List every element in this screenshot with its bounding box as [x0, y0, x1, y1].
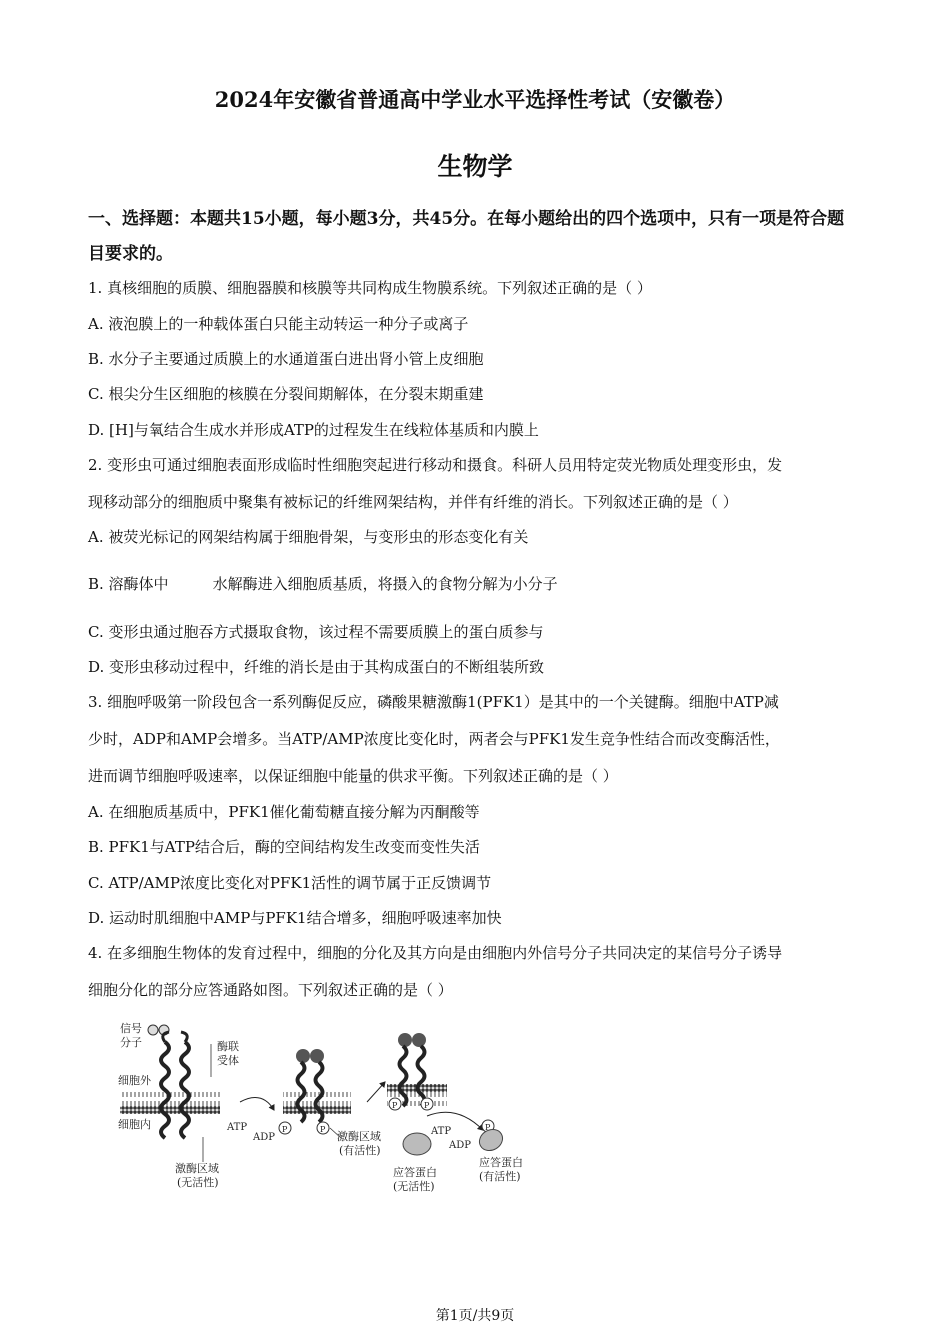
response-protein-inactive	[403, 1133, 431, 1155]
page-footer: 第1页/共9页	[435, 1308, 515, 1324]
q3-option-d: D. 运动时肌细胞中AMP与PFK1结合增多，细胞呼吸速率加快	[88, 909, 502, 927]
label-adp-2: ADP	[449, 1140, 471, 1151]
q2-option-a: A. 被荧光标记的网架结构属于细胞骨架，与变形虫的形态变化有关	[88, 528, 529, 546]
q3-option-a: A. 在细胞质基质中，PFK1催化葡萄糖直接分解为丙酮酸等	[88, 803, 480, 821]
q4-stem-line2: 细胞分化的部分应答通路如图。下列叙述正确的是（ ）	[88, 981, 453, 999]
label-atp-1: ATP	[227, 1122, 248, 1133]
label-kinase-inactive-2: (无活性)	[177, 1176, 219, 1189]
q2-stem-line2: 现移动部分的细胞质中聚集有被标记的纤维网架结构，并伴有纤维的消长。下列叙述正确的是（ ）	[88, 493, 738, 511]
bound-signal	[296, 1049, 310, 1063]
label-phosphate: P	[282, 1125, 288, 1134]
q1-option-c: C. 根尖分生区细胞的核膜在分裂间期解体，在分裂末期重建	[88, 385, 484, 403]
label-atp-2: ATP	[431, 1126, 452, 1137]
q3-stem-line3: 进而调节细胞呼吸速率，以保证细胞中能量的供求平衡。下列叙述正确的是（ ）	[88, 767, 618, 785]
q1-option-a: A. 液泡膜上的一种载体蛋白只能主动转运一种分子或离子	[88, 315, 469, 333]
q3-stem-line1: 3. 细胞呼吸第一阶段包含一系列酶促反应，磷酸果糖激酶1(PFK1）是其中的一个关键酶。细胞中ATP减	[88, 693, 779, 711]
q1-option-b: B. 水分子主要通过质膜上的水通道蛋白进出肾小管上皮细胞	[88, 350, 484, 368]
response-protein-active	[476, 1125, 507, 1154]
label-outside: 细胞外	[118, 1074, 151, 1087]
label-signal-1: 信号	[120, 1022, 142, 1035]
receptor-chain	[161, 1042, 169, 1138]
label-phosphate: P	[320, 1125, 326, 1134]
label-kinase-active-1: 激酶区域	[337, 1130, 381, 1143]
signal-pathway-diagram	[105, 1022, 535, 1202]
q2-option-b	[88, 574, 558, 594]
bound-signal	[412, 1033, 426, 1047]
label-phosphate: P	[424, 1101, 430, 1110]
label-kinase-active-2: (有活性)	[339, 1144, 381, 1157]
subject-title: 生物学	[437, 152, 513, 181]
label-signal-2: 分子	[120, 1036, 142, 1049]
q2-option-d: D. 变形虫移动过程中，纤维的消长是由于其构成蛋白的不断组装所致	[88, 658, 545, 676]
label-response-inactive-1: 应答蛋白	[393, 1166, 437, 1179]
bound-signal	[398, 1033, 412, 1047]
q1-option-d: D. [H]与氧结合生成水并形成ATP的过程发生在线粒体基质和内膜上	[88, 421, 539, 439]
exam-title: 2024年安徽省普通高中学业水平选择性考试（安徽卷）	[214, 87, 736, 112]
label-adp-1: ADP	[253, 1132, 275, 1143]
q2-option-c: C. 变形虫通过胞吞方式摄取食物，该过程不需要质膜上的蛋白质参与	[88, 623, 544, 641]
signal-molecule-dot	[148, 1025, 158, 1035]
label-kinase-inactive-1: 激酶区域	[175, 1162, 219, 1175]
bound-signal	[310, 1049, 324, 1063]
label-inside: 细胞内	[118, 1118, 151, 1131]
label-phosphate: P	[485, 1123, 491, 1132]
q3-stem-line2: 少时，ADP和AMP会增多。当ATP/AMP浓度比变化时，两者会与PFK1发生竞争性结合而改变酶活性，	[88, 730, 780, 748]
label-response-active-1: 应答蛋白	[479, 1156, 523, 1169]
label-response-active-2: (有活性)	[479, 1170, 521, 1183]
q1-stem: 1. 真核细胞的质膜、细胞器膜和核膜等共同构成生物膜系统。下列叙述正确的是（ ）	[88, 279, 652, 297]
q3-option-b: B. PFK1与ATP结合后，酶的空间结构发生改变而变性失活	[88, 838, 480, 856]
reaction-arrow	[240, 1098, 274, 1111]
label-phosphate: P	[392, 1101, 398, 1110]
label-receptor-2: 受体	[217, 1054, 239, 1067]
label-response-inactive-2: (无活性)	[393, 1180, 435, 1193]
section-instructions: 一、选择题：本题共15小题，每小题3分，共45分。在每小题给出的四个选项中，只有一项是符合题目要求的。	[88, 209, 845, 264]
q2-option-b-part2: 水解酶进入细胞质基质，将摄入的食物分解为小分子	[212, 575, 558, 593]
q2-stem-line1: 2. 变形虫可通过细胞表面形成临时性细胞突起进行移动和摄食。科研人员用特定荧光物质处理变形虫，发	[88, 456, 783, 474]
q4-stem-line1: 4. 在多细胞生物体的发育过程中，细胞的分化及其方向是由细胞内外信号分子共同决定的某信号分子诱导	[88, 944, 783, 962]
receptor-chain	[181, 1042, 189, 1138]
q3-option-c: C. ATP/AMP浓度比变化对PFK1活性的调节属于正反馈调节	[88, 874, 492, 892]
reaction-arrow	[367, 1082, 385, 1102]
q2-option-b-part1: B. 溶酶体中	[88, 575, 169, 593]
label-receptor-1: 酶联	[217, 1040, 239, 1053]
